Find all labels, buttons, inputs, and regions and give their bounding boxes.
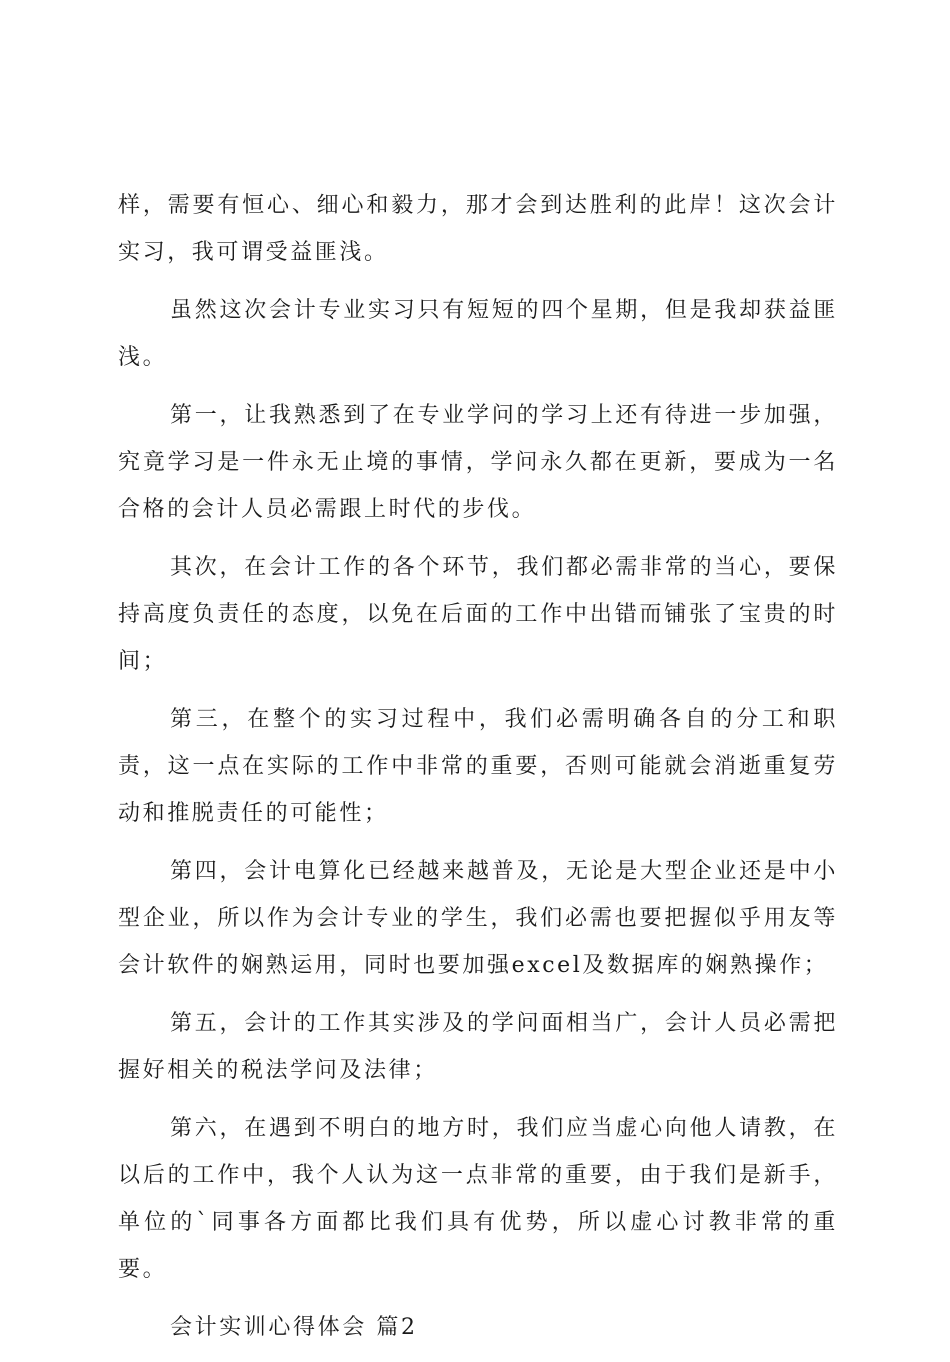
paragraph-continued: 样，需要有恒心、细心和毅力，那才会到达胜利的此岸！这次会计实习，我可谓受益匪浅。 bbox=[118, 193, 838, 265]
paragraph-summary: 虽然这次会计专业实习只有短短的四个星期，但是我却获益匪浅。 bbox=[118, 298, 838, 370]
section-heading: 会计实训心得体会 篇2 bbox=[170, 1315, 418, 1340]
paragraph-point-six: 第六，在遇到不明白的地方时，我们应当虚心向他人请教，在以后的工作中，我个人认为这一点非常的重要，由于我们是新手，单位的`同事各方面都比我们具有优势，所以虚心讨教非常的重要。 bbox=[118, 1116, 838, 1282]
paragraph-point-five: 第五，会计的工作其实涉及的学问面相当广，会计人员必需把握好相关的税法学问及法律； bbox=[118, 1011, 838, 1083]
paragraph-point-four: 第四，会计电算化已经越来越普及，无论是大型企业还是中小型企业，所以作为会计专业的学生，我们必需也要把握似乎用友等会计软件的娴熟运用，同时也要加强excel及数据库的娴熟操作； bbox=[118, 859, 838, 978]
paragraph-point-three: 第三，在整个的实习过程中，我们必需明确各自的分工和职责，这一点在实际的工作中非常的重要，否则可能就会消逝重复劳动和推脱责任的可能性； bbox=[118, 707, 838, 826]
paragraph-point-two: 其次，在会计工作的各个环节，我们都必需非常的当心，要保持高度负责任的态度，以免在后面的工作中出错而铺张了宝贵的时间； bbox=[118, 555, 838, 674]
paragraph-point-one: 第一，让我熟悉到了在专业学问的学习上还有待进一步加强，究竟学习是一件永无止境的事情，学问永久都在更新，要成为一名合格的会计人员必需跟上时代的步伐。 bbox=[118, 403, 838, 522]
document-body bbox=[118, 182, 838, 1362]
